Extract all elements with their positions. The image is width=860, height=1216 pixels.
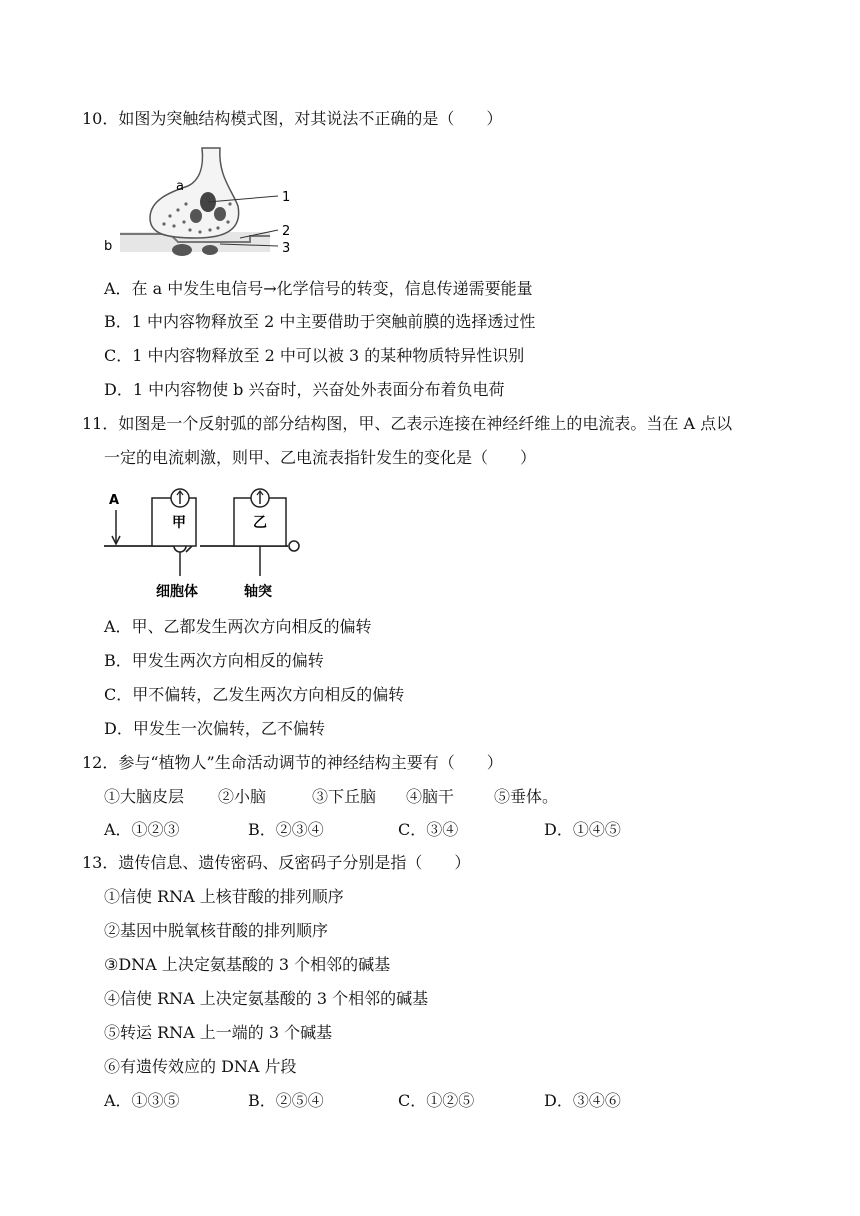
q13-item: ③DNA 上决定氨基酸的 3 个相邻的碱基: [104, 955, 391, 974]
label-b: b: [104, 239, 113, 254]
label-cell-body: 细胞体: [156, 584, 198, 600]
label-2: 2: [282, 224, 291, 239]
q11-option-a: A．甲、乙都发生两次方向相反的偏转: [104, 617, 372, 636]
q13-choice-b: B．②⑤④: [248, 1091, 324, 1110]
q11-option-c: C．甲不偏转，乙发生两次方向相反的偏转: [104, 685, 405, 704]
label-a: a: [176, 179, 184, 194]
q12-choice-c: C．③④: [398, 820, 459, 839]
synapse-figure: [100, 146, 300, 264]
q10-option-a: A．在 a 中发生电信号→化学信号的转变，信息传递需要能量: [104, 279, 533, 298]
q10-option-d: D．1 中内容物使 b 兴奋时，兴奋处外表面分布着负电荷: [104, 380, 505, 399]
q12-choice-b: B．②③④: [248, 820, 324, 839]
q12-item: ⑤垂体。: [494, 787, 559, 806]
q12-item: ②小脑: [218, 787, 267, 806]
reflex-arc-figure: [100, 484, 310, 604]
label-3: 3: [282, 241, 291, 256]
q11-option-d: D．甲发生一次偏转，乙不偏转: [104, 719, 325, 738]
q12-item: ④脑干: [406, 787, 455, 806]
q13-choice-a: A．①③⑤: [104, 1091, 180, 1110]
q11-stem-line1: 11．如图是一个反射弧的部分结构图，甲、乙表示连接在神经纤维上的电流表。当在 A 点以: [82, 414, 733, 433]
q13-item: ⑤转运 RNA 上一端的 3 个碱基: [104, 1023, 333, 1042]
q10-option-b: B．1 中内容物释放至 2 中主要借助于突触前膜的选择透过性: [104, 312, 536, 331]
q13-item: ②基因中脱氧核苷酸的排列顺序: [104, 921, 329, 940]
q13-choice-c: C．①②⑤: [398, 1091, 475, 1110]
label-meter-yi: 乙: [253, 515, 267, 531]
label-stimulus-A: A: [109, 493, 120, 508]
q12-item: ③下丘脑: [312, 787, 377, 806]
q13-choice-d: D．③④⑥: [544, 1091, 621, 1110]
label-1: 1: [282, 190, 291, 205]
q10-stem: 10．如图为突触结构模式图，对其说法不正确的是（ ）: [82, 109, 503, 128]
q12-stem: 12．参与“植物人”生命活动调节的神经结构主要有（ ）: [82, 753, 503, 772]
q12-choice-d: D．①④⑤: [544, 820, 621, 839]
q13-stem: 13．遗传信息、遗传密码、反密码子分别是指（ ）: [82, 853, 471, 872]
label-meter-jia: 甲: [172, 515, 186, 531]
label-axon: 轴突: [244, 584, 272, 600]
q11-option-b: B．甲发生两次方向相反的偏转: [104, 651, 324, 670]
q13-item: ⑥有遗传效应的 DNA 片段: [104, 1057, 297, 1076]
q12-choice-a: A．①②③: [104, 820, 180, 839]
q13-item: ④信使 RNA 上决定氨基酸的 3 个相邻的碱基: [104, 989, 429, 1008]
q13-item: ①信使 RNA 上核苷酸的排列顺序: [104, 887, 344, 906]
q10-option-c: C．1 中内容物释放至 2 中可以被 3 的某种物质特异性识别: [104, 346, 525, 365]
q11-stem-line2: 一定的电流刺激，则甲、乙电流表指针发生的变化是（ ）: [104, 448, 537, 467]
q12-item: ①大脑皮层: [104, 787, 185, 806]
